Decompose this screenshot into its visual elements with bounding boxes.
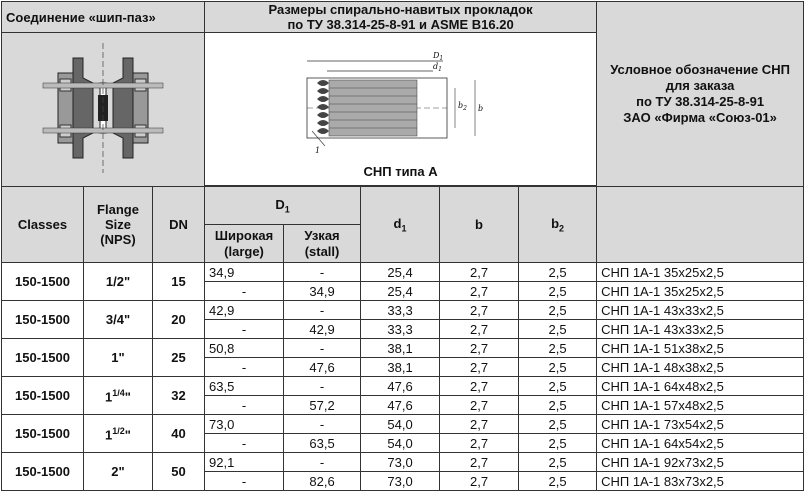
col-wide — [205, 225, 284, 263]
table-row — [2, 301, 804, 320]
cell-narrow: 42,9 — [284, 320, 361, 339]
cell-b2: 2,5 — [519, 472, 597, 491]
cell-narrow: - — [284, 377, 361, 396]
cell-narrow: 34,9 — [284, 282, 361, 301]
col-flange-size-line1: Flange — [97, 202, 139, 217]
col-code-blank — [597, 187, 804, 263]
order-line1: Условное обозначение СНП — [610, 62, 790, 77]
cell-b2: 2,5 — [519, 434, 597, 453]
col-b2-label: b — [551, 215, 560, 231]
cell-d1: 25,4 — [361, 263, 440, 282]
cell-nps — [84, 263, 153, 301]
cell-nps — [84, 339, 153, 377]
cell-b: 2,7 — [440, 472, 519, 491]
cell-classes: 150-1500 — [2, 377, 84, 415]
nps-suffix: " — [124, 427, 131, 443]
cell-code: СНП 1А-1 43х33х2,5 — [597, 301, 804, 320]
cell-dn: 40 — [153, 415, 205, 453]
cell-classes: 150-1500 — [2, 301, 84, 339]
cell-narrow: - — [284, 301, 361, 320]
col-d1 — [361, 187, 440, 263]
cell-d1: 54,0 — [361, 415, 440, 434]
cell-dn: 20 — [153, 301, 205, 339]
col-dn: DN — [153, 187, 205, 263]
cell-dn: 32 — [153, 377, 205, 415]
cell-wide: 73,0 — [205, 415, 284, 434]
col-classes: Classes — [2, 187, 84, 263]
cell-narrow: - — [284, 453, 361, 472]
drawing-label-D1: $D_1$ — [432, 51, 443, 62]
cell-code: СНП 1А-1 83х73х2,5 — [597, 472, 804, 491]
table-row — [2, 339, 804, 358]
cell-b2: 2,5 — [519, 320, 597, 339]
cell-code: СНП 1А-1 51х38х2,5 — [597, 339, 804, 358]
cell-b: 2,7 — [440, 282, 519, 301]
col-wide-line1: Широкая — [214, 227, 274, 243]
cell-code: СНП 1А-1 73х54х2,5 — [597, 415, 804, 434]
sizes-title-line1: Размеры спирально-навитых прокладок — [268, 2, 533, 17]
cell-wide: 92,1 — [205, 453, 284, 472]
cell-wide: - — [205, 282, 284, 301]
cell-d1: 38,1 — [361, 358, 440, 377]
cell-narrow: - — [284, 415, 361, 434]
cell-wide: 34,9 — [205, 263, 284, 282]
nps-value: 1 — [105, 389, 113, 405]
cell-d1: 38,1 — [361, 339, 440, 358]
drawing-label-d1: $d_1$ — [432, 62, 442, 73]
cell-code: СНП 1А-1 48х38х2,5 — [597, 358, 804, 377]
cell-b: 2,7 — [440, 358, 519, 377]
cell-b2: 2,5 — [519, 263, 597, 282]
cell-nps — [84, 377, 153, 415]
col-b: b — [440, 187, 519, 263]
cell-d1: 73,0 — [361, 472, 440, 491]
cell-b2: 2,5 — [519, 301, 597, 320]
col-d1-label: d — [393, 215, 402, 231]
cell-b2: 2,5 — [519, 282, 597, 301]
table-body — [2, 263, 804, 491]
cell-b: 2,7 — [440, 377, 519, 396]
cell-wide: - — [205, 472, 284, 491]
cell-d1: 54,0 — [361, 434, 440, 453]
cell-dn: 50 — [153, 453, 205, 491]
nps-value: 1 — [105, 427, 113, 443]
col-b2 — [519, 187, 597, 263]
spiral-gasket-drawing-icon — [207, 33, 595, 158]
cell-code: СНП 1А-1 64х54х2,5 — [597, 434, 804, 453]
cell-b: 2,7 — [440, 434, 519, 453]
cell-b2: 2,5 — [519, 358, 597, 377]
nps-value: 1" — [111, 350, 125, 365]
order-line2: для заказа — [665, 78, 735, 93]
cell-b: 2,7 — [440, 396, 519, 415]
cell-code: СНП 1А-1 92х73х2,5 — [597, 453, 804, 472]
cell-b2: 2,5 — [519, 453, 597, 472]
gasket-type-caption: СНП типа А — [363, 164, 438, 179]
col-D1 — [205, 187, 361, 225]
nps-suffix: " — [124, 389, 131, 405]
cell-b2: 2,5 — [519, 396, 597, 415]
cell-code: СНП 1А-1 43х33х2,5 — [597, 320, 804, 339]
cell-nps — [84, 415, 153, 453]
cell-d1: 25,4 — [361, 282, 440, 301]
table-row — [2, 415, 804, 434]
sizes-title — [205, 2, 597, 33]
cell-b2: 2,5 — [519, 377, 597, 396]
cell-narrow: 47,6 — [284, 358, 361, 377]
cell-narrow: 63,5 — [284, 434, 361, 453]
gasket-drawing-cell — [205, 33, 597, 186]
cell-code: СНП 1А-1 64х48х2,5 — [597, 377, 804, 396]
cell-wide: - — [205, 320, 284, 339]
cell-b: 2,7 — [440, 301, 519, 320]
nps-value: 2" — [111, 464, 125, 479]
table-row — [2, 453, 804, 472]
nps-value: 3/4" — [105, 312, 131, 327]
order-designation-header — [597, 2, 804, 187]
cell-code: СНП 1А-1 57х48х2,5 — [597, 396, 804, 415]
col-wide-line2: (large) — [224, 243, 264, 259]
cell-d1: 47,6 — [361, 377, 440, 396]
cell-wide: 50,8 — [205, 339, 284, 358]
cell-dn: 25 — [153, 339, 205, 377]
cell-classes: 150-1500 — [2, 415, 84, 453]
col-narrow-line1: Узкая — [304, 227, 340, 243]
cell-b2: 2,5 — [519, 415, 597, 434]
col-D1-sub: 1 — [284, 204, 290, 215]
cell-classes: 150-1500 — [2, 453, 84, 491]
cell-narrow: - — [284, 339, 361, 358]
cell-wide: - — [205, 434, 284, 453]
gasket-size-table — [1, 1, 804, 491]
flange-connection-drawing — [2, 33, 205, 187]
cell-wide: 63,5 — [205, 377, 284, 396]
cell-d1: 73,0 — [361, 453, 440, 472]
cell-narrow: 82,6 — [284, 472, 361, 491]
order-line4: ЗАО «Фирма «Союз-01» — [623, 110, 777, 125]
order-line3: по ТУ 38.314-25-8-91 — [636, 94, 765, 109]
col-flange-size-line3: (NPS) — [100, 232, 136, 247]
connection-title: Соединение «шип-паз» — [2, 2, 205, 33]
col-D1-label: D — [275, 196, 285, 212]
cell-code: СНП 1А-1 35х25х2,5 — [597, 263, 804, 282]
cell-classes: 150-1500 — [2, 339, 84, 377]
col-flange-size-line2: Size — [104, 217, 131, 232]
nps-value: 1/2" — [105, 274, 131, 289]
cell-wide: - — [205, 396, 284, 415]
drawing-callout-1: 1 — [314, 146, 320, 155]
cell-code: СНП 1А-1 35х25х2,5 — [597, 282, 804, 301]
cell-wide: - — [205, 358, 284, 377]
drawing-label-b: b — [477, 104, 483, 113]
col-b2-sub: 2 — [559, 223, 565, 234]
cell-nps — [84, 301, 153, 339]
nps-fraction: 1/4 — [112, 388, 125, 399]
cell-b2: 2,5 — [519, 339, 597, 358]
sizes-title-line2: по ТУ 38.314-25-8-91 и ASME B16.20 — [287, 17, 514, 32]
cell-narrow: - — [284, 263, 361, 282]
flange-drawing-icon — [3, 33, 203, 183]
cell-b: 2,7 — [440, 453, 519, 472]
cell-d1: 47,6 — [361, 396, 440, 415]
col-flange-size — [84, 187, 153, 263]
nps-fraction: 1/2 — [112, 426, 125, 437]
col-narrow-line2: (stall) — [304, 243, 340, 259]
cell-d1: 33,3 — [361, 301, 440, 320]
cell-dn: 15 — [153, 263, 205, 301]
cell-b: 2,7 — [440, 263, 519, 282]
table-row — [2, 263, 804, 282]
cell-d1: 33,3 — [361, 320, 440, 339]
cell-wide: 42,9 — [205, 301, 284, 320]
drawing-label-b2: $b_2$ — [457, 101, 467, 112]
cell-b: 2,7 — [440, 320, 519, 339]
cell-nps — [84, 453, 153, 491]
table-row — [2, 377, 804, 396]
cell-b: 2,7 — [440, 339, 519, 358]
cell-narrow: 57,2 — [284, 396, 361, 415]
cell-classes: 150-1500 — [2, 263, 84, 301]
col-narrow — [284, 225, 361, 263]
col-d1-sub: 1 — [401, 223, 407, 234]
cell-b: 2,7 — [440, 415, 519, 434]
